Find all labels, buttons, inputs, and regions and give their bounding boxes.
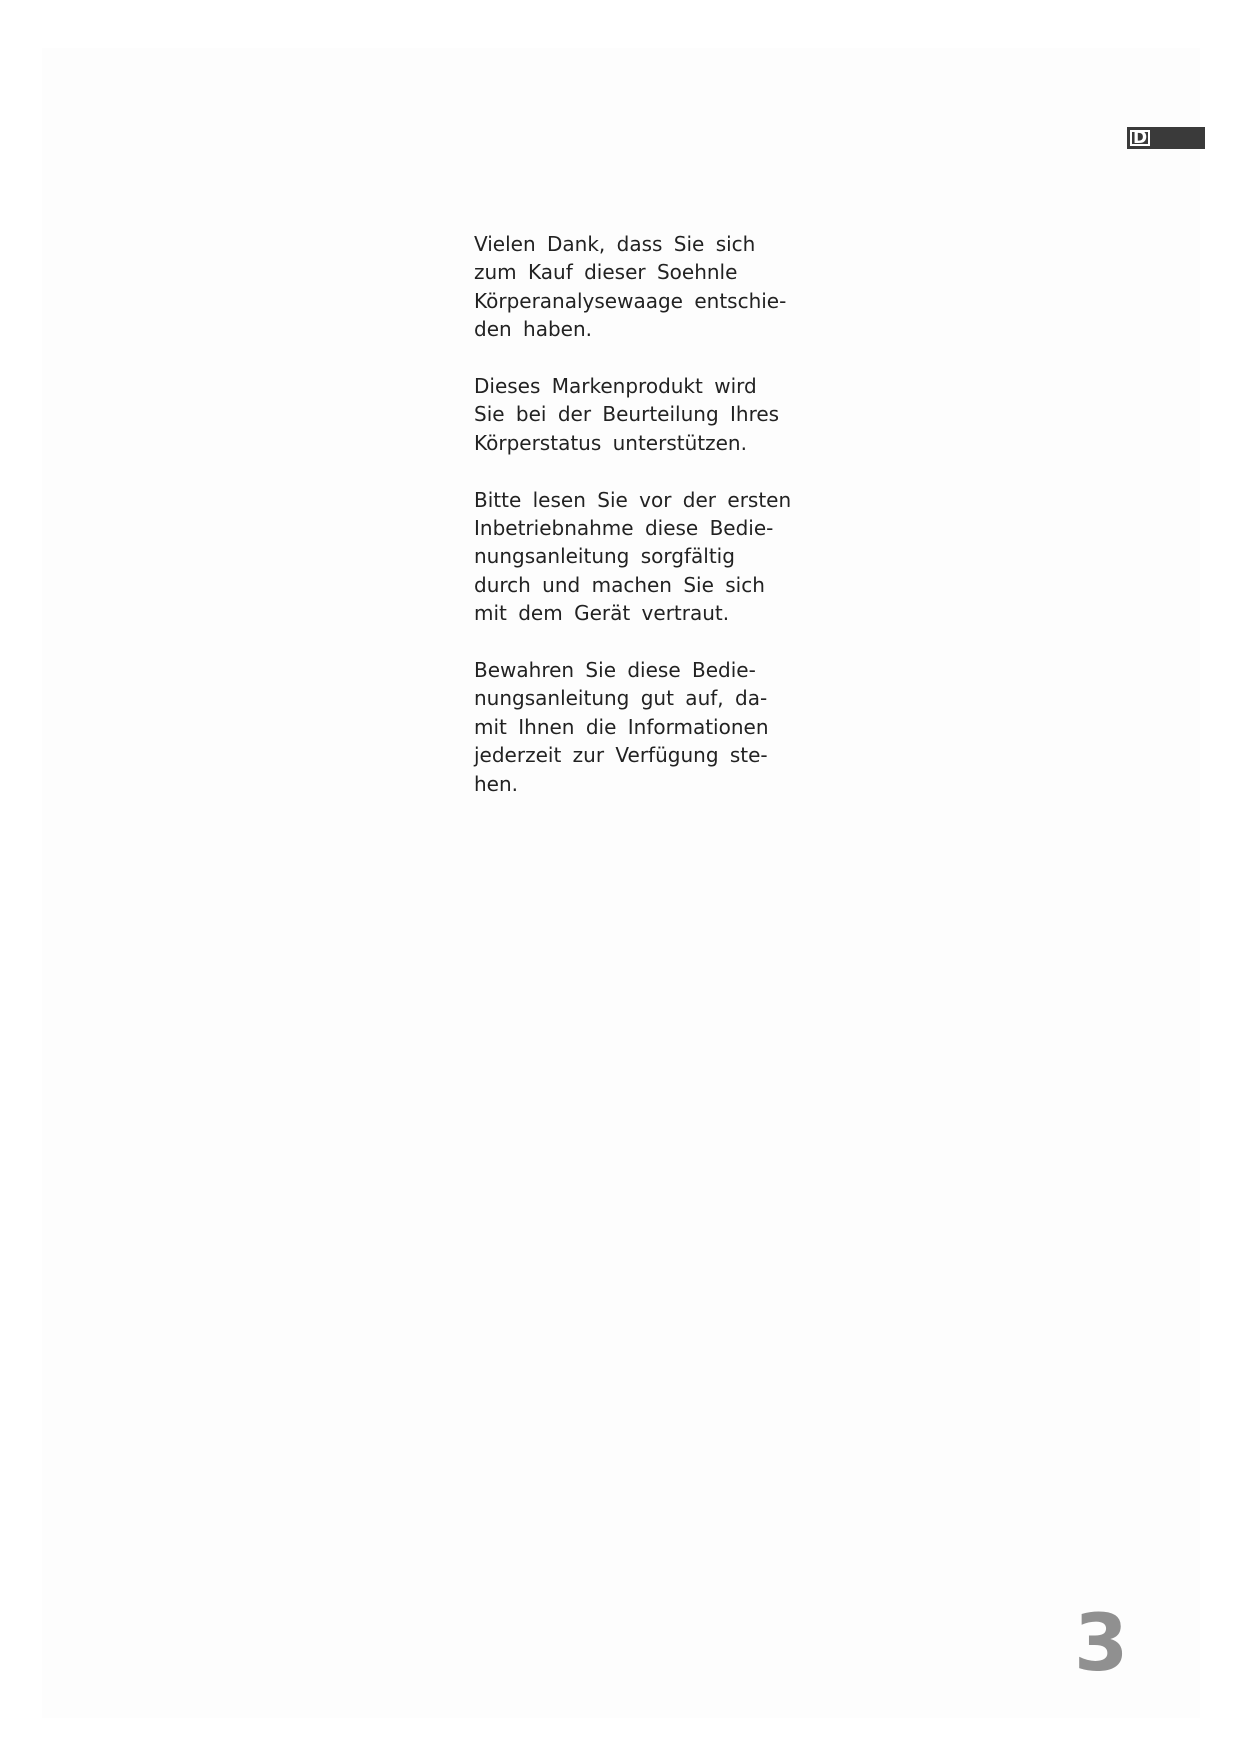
text-line: Körperstatus unterstützen. <box>474 430 747 455</box>
text-line: Sie bei der Beurteilung Ihres <box>474 402 780 427</box>
paragraph-thanks <box>474 230 834 344</box>
language-tab <box>1127 127 1205 149</box>
paragraph-product <box>474 372 834 457</box>
text-line: Vielen Dank, dass Sie sich <box>474 232 756 256</box>
text-line: Körperanalysewaage entschie- <box>474 288 787 313</box>
text-line: Dieses Markenprodukt wird <box>474 374 757 399</box>
text-line: hen. <box>474 771 519 796</box>
text-line: nungsanleitung gut auf, da- <box>474 686 768 711</box>
intro-text <box>474 230 834 826</box>
text-line: den haben. <box>474 317 592 342</box>
text-line: jederzeit zur Verfügung ste- <box>474 743 768 768</box>
page-number: 3 <box>1074 1599 1129 1689</box>
text-line: Inbetriebnahme diese Bedie- <box>474 516 774 541</box>
text-line: zum Kauf dieser Soehnle <box>474 260 738 285</box>
text-line: mit Ihnen die Informationen <box>474 714 769 739</box>
paragraph-read-manual <box>474 486 834 628</box>
text-line: Bewahren Sie diese Bedie- <box>474 658 756 683</box>
paragraph-keep-manual <box>474 656 834 798</box>
text-line: durch und machen Sie sich <box>474 572 765 597</box>
language-tab-label: D <box>1130 130 1150 146</box>
text-line: Bitte lesen Sie vor der ersten <box>474 487 792 512</box>
text-line: mit dem Gerät vertraut. <box>474 601 730 626</box>
text-line: nungsanleitung sorgfältig <box>474 544 735 569</box>
